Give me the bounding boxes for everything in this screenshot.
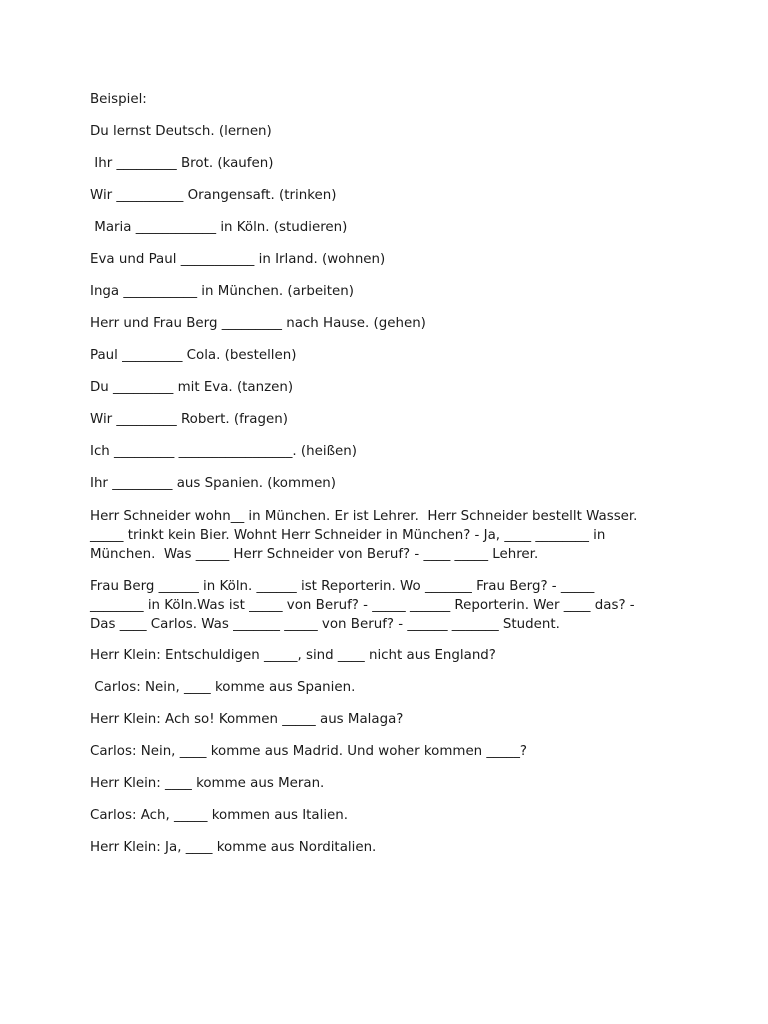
paragraph-line: _____ trinkt kein Bier. Wohnt Herr Schneider in München? - Ja, ____ ________ in: [90, 527, 606, 543]
exercise-line: Du _________ mit Eva. (tanzen): [90, 379, 294, 395]
dialogue-line: Carlos: Ach, _____ kommen aus Italien.: [90, 808, 349, 824]
dialogue-line: Carlos: Nein, ____ komme aus Madrid. Und woher kommen _____?: [90, 744, 528, 760]
paragraph-schneider: [90, 507, 670, 564]
exercise-line: Inga ___________ in München. (arbeiten): [90, 283, 354, 299]
dialogue-line: Herr Klein: ____ komme aus Meran.: [90, 776, 325, 792]
exercise-line: Wir __________ Orangensaft. (trinken): [90, 187, 337, 203]
paragraph-line: Frau Berg ______ in Köln. ______ ist Reporterin. Wo _______ Frau Berg? - _____: [90, 578, 595, 594]
exercise-line: Maria ____________ in Köln. (studieren): [90, 219, 348, 235]
exercise-line: Wir _________ Robert. (fragen): [90, 411, 288, 427]
paragraph-line: München. Was _____ Herr Schneider von Beruf? - ____ _____ Lehrer.: [90, 546, 539, 562]
paragraph-line: ________ in Köln.Was ist _____ von Beruf? - _____ ______ Reporterin. Wer ____ das? -: [90, 597, 635, 613]
document-page: [90, 91, 670, 871]
paragraph-berg: [90, 577, 670, 634]
paragraph-line: Herr Schneider wohn__ in München. Er ist Lehrer. Herr Schneider bestellt Wasser.: [90, 508, 638, 524]
dialogue-line: Herr Klein: Ach so! Kommen _____ aus Malaga?: [90, 712, 404, 728]
exercise-line: Herr und Frau Berg _________ nach Hause. (gehen): [90, 315, 426, 331]
example-sentence: Du lernst Deutsch. (lernen): [90, 123, 272, 139]
dialogue-line: Carlos: Nein, ____ komme aus Spanien.: [90, 680, 356, 696]
dialogue-line: Herr Klein: Ja, ____ komme aus Norditalien.: [90, 840, 377, 856]
exercise-line: Eva und Paul ___________ in Irland. (wohnen): [90, 251, 386, 267]
paragraph-line: Das ____ Carlos. Was _______ _____ von Beruf? - ______ _______ Student.: [90, 616, 560, 632]
label-beispiel: Beispiel:: [90, 92, 147, 107]
dialogue-line: Herr Klein: Entschuldigen _____, sind ____ nicht aus England?: [90, 648, 496, 664]
exercise-line: Ihr _________ aus Spanien. (kommen): [90, 475, 337, 491]
exercise-line: Paul _________ Cola. (bestellen): [90, 347, 297, 363]
exercise-line: Ich _________ _________________. (heißen): [90, 443, 357, 459]
exercise-line: Ihr _________ Brot. (kaufen): [90, 155, 274, 171]
